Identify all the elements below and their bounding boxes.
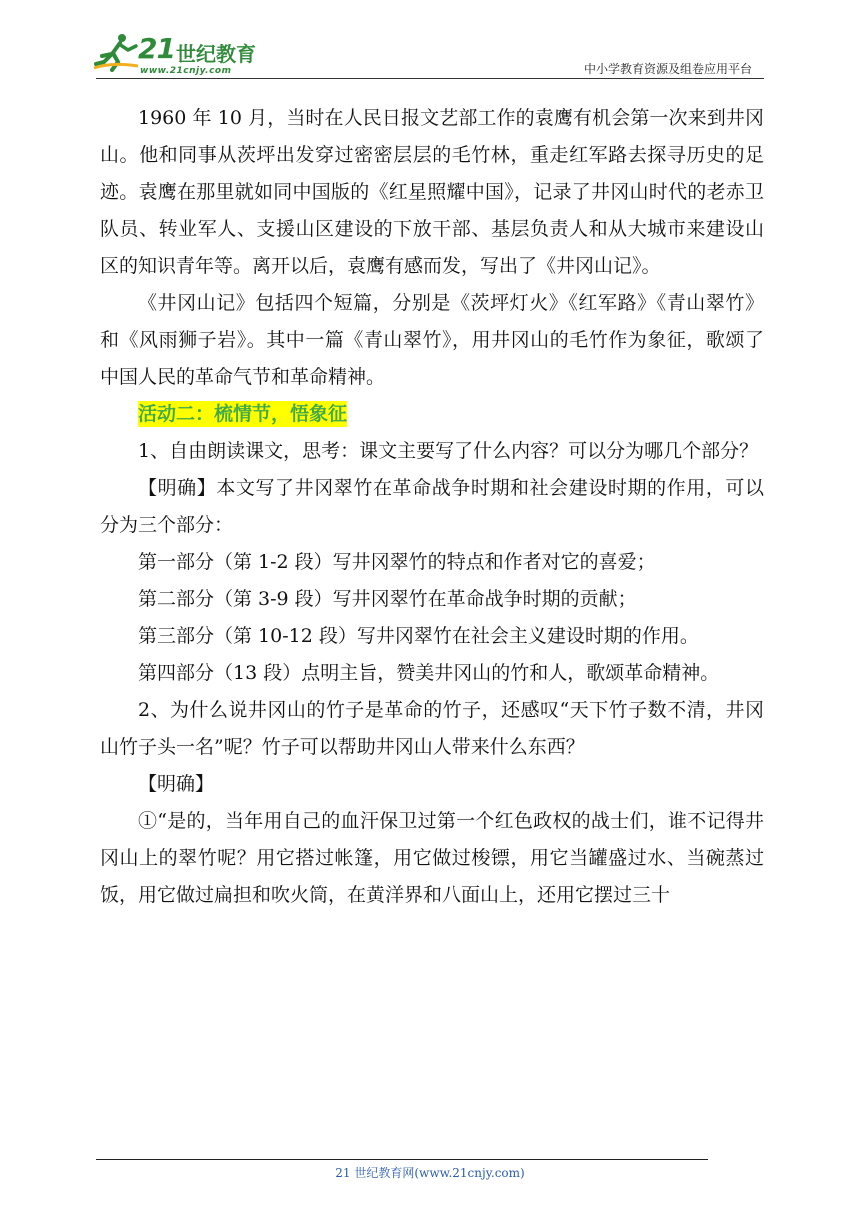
part-1: 第一部分（第 1-2 段）写井冈翠竹的特点和作者对它的喜爱； <box>138 551 656 573</box>
document-body <box>100 100 764 914</box>
answer-2-label: 【明确】 <box>138 773 215 795</box>
site-logo[interactable] <box>92 30 262 80</box>
page-header <box>0 0 860 82</box>
answer-2-text: ①“是的，当年用自己的血汗保卫过第一个红色政权的战士们，谁不记得井冈山上的翠竹呢？用它搭过帐篷，用它做过梭镖，用它当罐盛过水、当碗蒸过饭，用它做过扁担和吹火筒，在黄洋界和八面山上，还用它摆过三十 <box>100 810 764 906</box>
footer-divider <box>96 1159 708 1160</box>
footer-link[interactable]: 21 世纪教育网(www.21cnjy.com) <box>335 1166 525 1180</box>
activity-heading-text: 活动二：梳情节，悟象征 <box>138 403 348 425</box>
logo-name: 世纪教育 <box>176 42 256 66</box>
answer-1: 【明确】本文写了井冈翠竹在革命战争时期和社会建设时期的作用，可以分为三个部分： <box>100 477 764 536</box>
activity-heading <box>100 396 764 433</box>
question-2: 2、为什么说井冈山的竹子是革命的竹子，还感叹“天下竹子数不清，井冈山竹子头一名”呢？竹子可以帮助井冈山人带来什么东西？ <box>100 699 764 758</box>
paragraph-jinggangshan-ji: 《井冈山记》包括四个短篇，分别是《茨坪灯火》《红军路》《青山翠竹》和《风雨狮子岩》。其中一篇《青山翠竹》，用井冈山的毛竹作为象征，歌颂了中国人民的革命气节和革命精神。 <box>100 292 764 388</box>
part-2: 第二部分（第 3-9 段）写井冈翠竹在革命战争时期的贡献； <box>138 588 637 610</box>
paragraph-background: 1960 年 10 月，当时在人民日报文艺部工作的袁鹰有机会第一次来到井冈山。他和同事从茨坪出发穿过密密层层的毛竹林，重走红军路去探寻历史的足迹。袁鹰在那里就如同中国版的《红星照耀中国》，记录了井冈山时代的老赤卫队员、转业军人、支援山区建设的下放干部、基层负责人和从大城市来建设山区的知识青年等。离开以后，袁鹰有感而发，写出了《井冈山记》。 <box>100 107 764 277</box>
runner-logo-icon <box>92 32 140 72</box>
part-4: 第四部分（13 段）点明主旨，赞美井冈山的竹和人，歌颂革命精神。 <box>138 662 720 684</box>
question-1: 1、自由朗读课文，思考：课文主要写了什么内容？可以分为哪几个部分？ <box>138 440 759 462</box>
header-divider <box>96 78 764 79</box>
part-3: 第三部分（第 10-12 段）写井冈翠竹在社会主义建设时期的作用。 <box>138 625 699 647</box>
logo-url: www.21cnjy.com <box>140 66 232 76</box>
logo-number: 21 <box>138 32 175 65</box>
header-platform-text: 中小学教育资源及组卷应用平台 <box>583 62 752 76</box>
